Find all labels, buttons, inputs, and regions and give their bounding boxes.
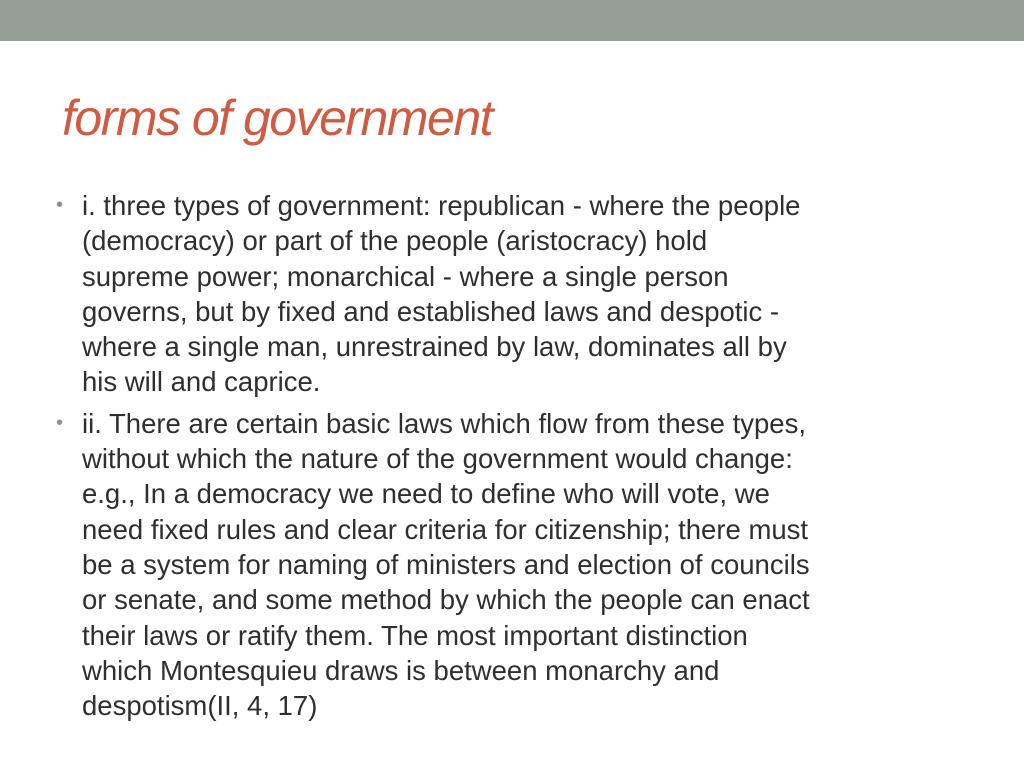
bullet-text-2: ii. There are certain basic laws which flow from these types, without which the nature of the government would change: e.g., In a democracy we need to define who will vote, we need fixed rules and clear criteria for citizenship; there must be a system for naming of ministers and election of councils or senate, and some method by which the people can enact their laws or ratify them. The most important distinction which Montesquieu draws is between monarchy and despotism(II, 4, 17): [82, 407, 810, 722]
bullet-list: [54, 188, 959, 729]
slide-title: forms of government: [62, 90, 493, 146]
bullet-item-2: [54, 406, 959, 724]
bullet-icon: •: [56, 411, 64, 434]
bullet-item-1: [54, 188, 959, 400]
bullet-icon: •: [56, 194, 64, 216]
bullet-text-1: i. three types of government: republican - where the people (democracy) or part of the people (aristocracy) hold supreme power; monarchical - where a single person governs, but by fixed and established laws and despotic - where a single man, unrestrained by law, dominates all by his will and caprice.: [82, 190, 801, 398]
top-accent-band: [0, 0, 1024, 41]
